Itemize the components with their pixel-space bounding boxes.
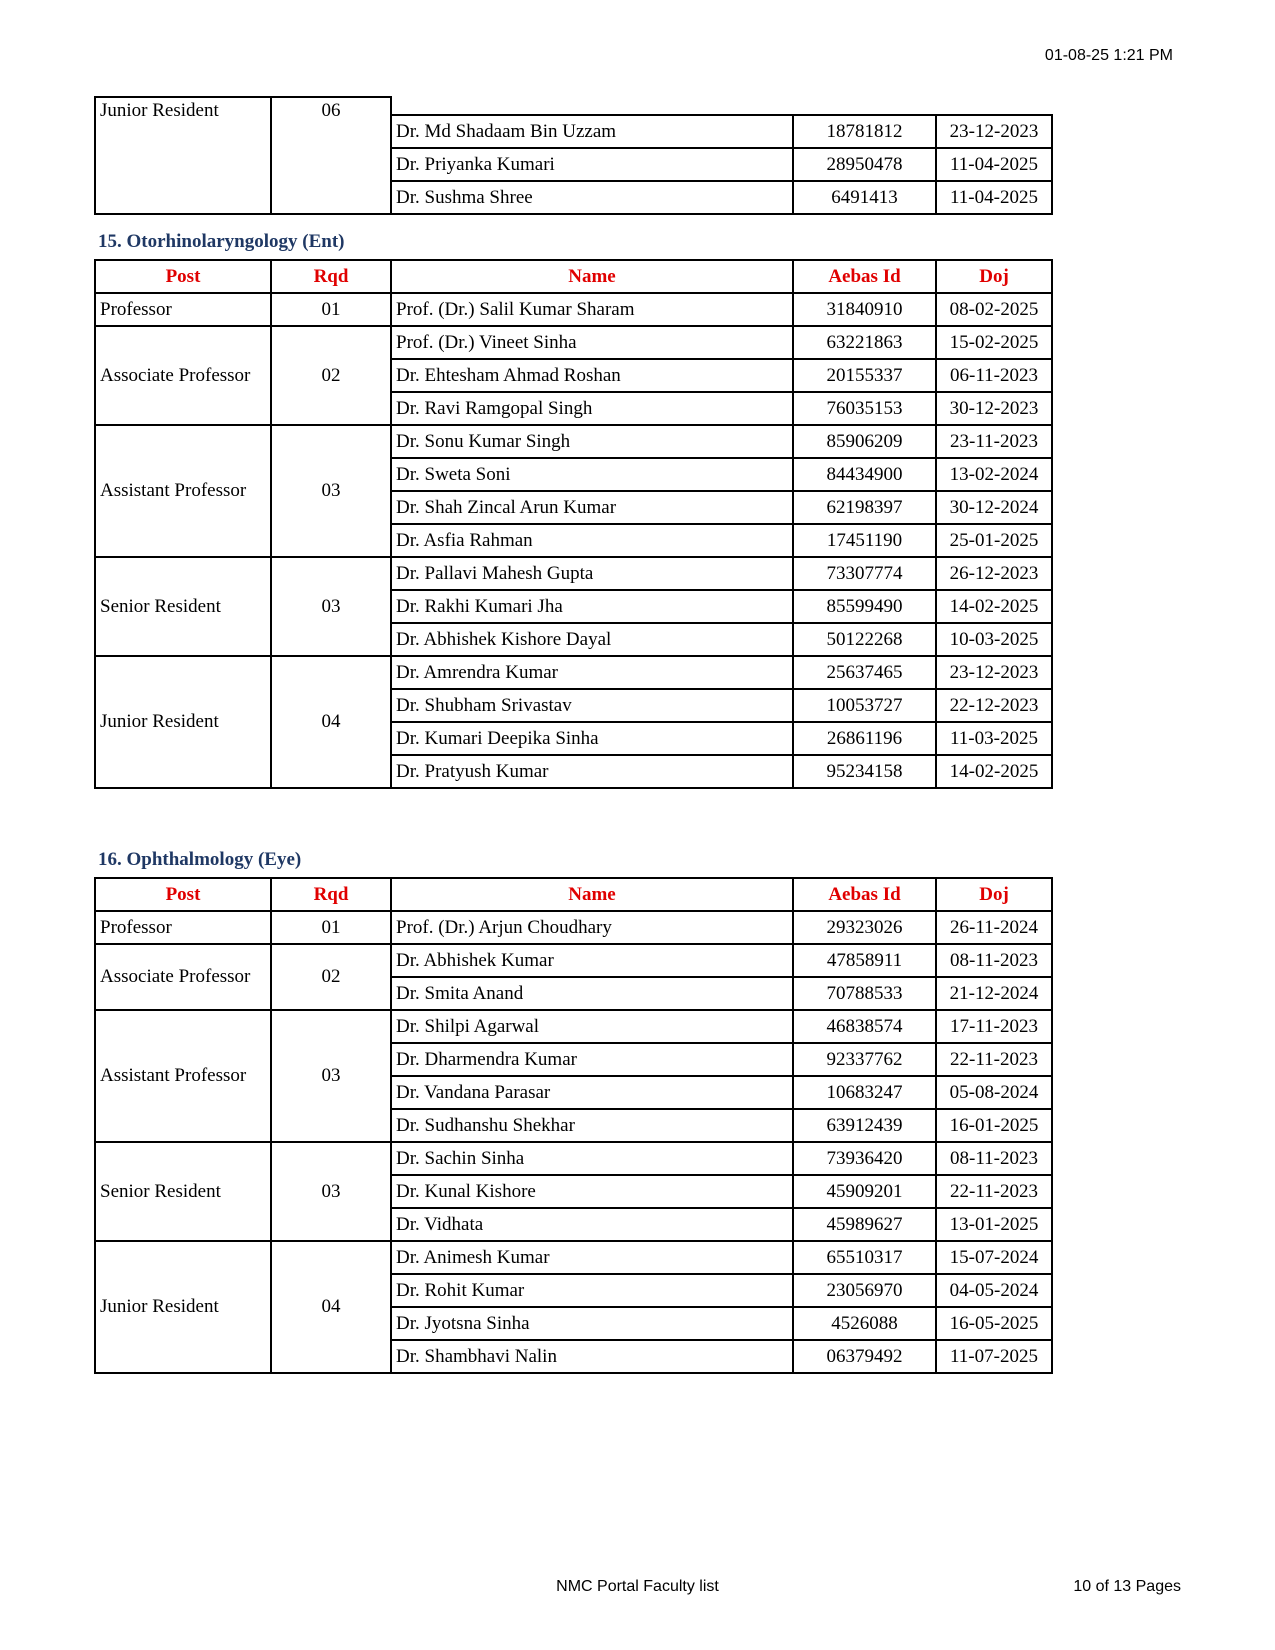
name-cell: Dr. Vidhata	[391, 1208, 793, 1241]
column-header-rqd: Rqd	[271, 260, 391, 293]
page-number: 10 of 13 Pages	[1073, 1578, 1181, 1595]
aebas-id-cell: 18781812	[793, 115, 936, 148]
post-cell: Associate Professor	[95, 944, 271, 1010]
post-cell: Junior Resident	[95, 97, 271, 214]
aebas-id-cell: 28950478	[793, 148, 936, 181]
aebas-id-cell: 84434900	[793, 458, 936, 491]
column-header-doj: Doj	[936, 878, 1052, 911]
aebas-id-cell: 25637465	[793, 656, 936, 689]
name-cell: Dr. Amrendra Kumar	[391, 656, 793, 689]
table-row	[95, 425, 1052, 458]
rqd-cell: 03	[271, 425, 391, 557]
table-row	[95, 326, 1052, 359]
rqd-cell: 02	[271, 944, 391, 1010]
aebas-id-cell: 06379492	[793, 1340, 936, 1373]
table-row	[95, 1241, 1052, 1274]
doj-cell: 25-01-2025	[936, 524, 1052, 557]
name-cell: Dr. Abhishek Kumar	[391, 944, 793, 977]
doj-cell: 22-11-2023	[936, 1175, 1052, 1208]
column-header-aebas: Aebas Id	[793, 260, 936, 293]
aebas-id-cell: 4526088	[793, 1307, 936, 1340]
aebas-id-cell: 63221863	[793, 326, 936, 359]
aebas-id-cell: 92337762	[793, 1043, 936, 1076]
aebas-id-cell: 17451190	[793, 524, 936, 557]
aebas-id-cell: 73936420	[793, 1142, 936, 1175]
faculty-table-continued	[94, 96, 1053, 215]
aebas-id-cell: 31840910	[793, 293, 936, 326]
doj-cell: 05-08-2024	[936, 1076, 1052, 1109]
name-cell: Dr. Sudhanshu Shekhar	[391, 1109, 793, 1142]
rqd-cell: 01	[271, 293, 391, 326]
doj-cell: 13-02-2024	[936, 458, 1052, 491]
doj-cell: 08-11-2023	[936, 1142, 1052, 1175]
doj-cell: 15-02-2025	[936, 326, 1052, 359]
name-cell: Dr. Sachin Sinha	[391, 1142, 793, 1175]
aebas-id-cell: 46838574	[793, 1010, 936, 1043]
name-cell: Dr. Vandana Parasar	[391, 1076, 793, 1109]
table-header-row	[95, 260, 1052, 293]
doj-cell: 26-11-2024	[936, 911, 1052, 944]
column-header-doj: Doj	[936, 260, 1052, 293]
doj-cell: 16-01-2025	[936, 1109, 1052, 1142]
name-cell: Dr. Rakhi Kumari Jha	[391, 590, 793, 623]
aebas-id-cell: 45989627	[793, 1208, 936, 1241]
post-cell: Assistant Professor	[95, 425, 271, 557]
name-cell: Dr. Animesh Kumar	[391, 1241, 793, 1274]
post-cell: Professor	[95, 911, 271, 944]
doj-cell: 16-05-2025	[936, 1307, 1052, 1340]
doj-cell: 11-03-2025	[936, 722, 1052, 755]
aebas-id-cell: 10053727	[793, 689, 936, 722]
rqd-cell: 06	[271, 97, 391, 214]
rqd-cell: 04	[271, 1241, 391, 1373]
name-cell: Dr. Dharmendra Kumar	[391, 1043, 793, 1076]
doj-cell: 15-07-2024	[936, 1241, 1052, 1274]
rqd-cell: 03	[271, 1010, 391, 1142]
aebas-id-cell: 6491413	[793, 181, 936, 214]
doj-cell: 23-12-2023	[936, 656, 1052, 689]
column-header-aebas: Aebas Id	[793, 878, 936, 911]
name-cell: Dr. Shambhavi Nalin	[391, 1340, 793, 1373]
doj-cell: 04-05-2024	[936, 1274, 1052, 1307]
doj-cell: 22-12-2023	[936, 689, 1052, 722]
name-cell: Dr. Kumari Deepika Sinha	[391, 722, 793, 755]
aebas-id-cell: 47858911	[793, 944, 936, 977]
column-header-post: Post	[95, 878, 271, 911]
doj-cell: 11-04-2025	[936, 148, 1052, 181]
doj-cell: 14-02-2025	[936, 590, 1052, 623]
aebas-id-cell: 85599490	[793, 590, 936, 623]
print-timestamp: 01-08-25 1:21 PM	[1044, 47, 1173, 64]
aebas-id-cell: 45909201	[793, 1175, 936, 1208]
doj-cell: 23-11-2023	[936, 425, 1052, 458]
doj-cell: 08-02-2025	[936, 293, 1052, 326]
name-cell: Dr. Rohit Kumar	[391, 1274, 793, 1307]
name-cell: Dr. Shah Zincal Arun Kumar	[391, 491, 793, 524]
aebas-id-cell: 85906209	[793, 425, 936, 458]
name-cell: Dr. Ehtesham Ahmad Roshan	[391, 359, 793, 392]
name-cell: Dr. Sonu Kumar Singh	[391, 425, 793, 458]
doj-cell: 30-12-2023	[936, 392, 1052, 425]
post-cell: Senior Resident	[95, 1142, 271, 1241]
previous-section-continuation	[94, 100, 1054, 225]
doj-cell: 23-12-2023	[936, 115, 1052, 148]
post-cell: Junior Resident	[95, 1241, 271, 1373]
aebas-id-cell: 26861196	[793, 722, 936, 755]
doj-cell: 11-04-2025	[936, 181, 1052, 214]
name-cell: Dr. Shubham Srivastav	[391, 689, 793, 722]
aebas-id-cell: 50122268	[793, 623, 936, 656]
section-title: 16. Ophthalmology (Eye)	[98, 849, 302, 870]
post-cell: Senior Resident	[95, 557, 271, 656]
post-cell: Associate Professor	[95, 326, 271, 425]
doj-cell: 21-12-2024	[936, 977, 1052, 1010]
doj-cell: 13-01-2025	[936, 1208, 1052, 1241]
doj-cell: 11-07-2025	[936, 1340, 1052, 1373]
aebas-id-cell: 62198397	[793, 491, 936, 524]
column-header-rqd: Rqd	[271, 878, 391, 911]
aebas-id-cell: 63912439	[793, 1109, 936, 1142]
table-row	[95, 656, 1052, 689]
name-cell: Dr. Ravi Ramgopal Singh	[391, 392, 793, 425]
table-row	[95, 97, 1052, 115]
continuation-filler	[391, 97, 1052, 115]
doj-cell: 30-12-2024	[936, 491, 1052, 524]
doj-cell: 26-12-2023	[936, 557, 1052, 590]
doj-cell: 22-11-2023	[936, 1043, 1052, 1076]
aebas-id-cell: 65510317	[793, 1241, 936, 1274]
name-cell: Dr. Sushma Shree	[391, 181, 793, 214]
post-cell: Junior Resident	[95, 656, 271, 788]
faculty-table-ent	[94, 259, 1053, 789]
rqd-cell: 04	[271, 656, 391, 788]
column-header-name: Name	[391, 878, 793, 911]
name-cell: Prof. (Dr.) Arjun Choudhary	[391, 911, 793, 944]
name-cell: Prof. (Dr.) Salil Kumar Sharam	[391, 293, 793, 326]
name-cell: Dr. Asfia Rahman	[391, 524, 793, 557]
name-cell: Dr. Abhishek Kishore Dayal	[391, 623, 793, 656]
column-header-name: Name	[391, 260, 793, 293]
name-cell: Dr. Pratyush Kumar	[391, 755, 793, 788]
rqd-cell: 02	[271, 326, 391, 425]
table-row	[95, 911, 1052, 944]
aebas-id-cell: 95234158	[793, 755, 936, 788]
name-cell: Dr. Sweta Soni	[391, 458, 793, 491]
aebas-id-cell: 76035153	[793, 392, 936, 425]
post-cell: Professor	[95, 293, 271, 326]
rqd-cell: 03	[271, 557, 391, 656]
post-cell: Assistant Professor	[95, 1010, 271, 1142]
name-cell: Dr. Kunal Kishore	[391, 1175, 793, 1208]
aebas-id-cell: 23056970	[793, 1274, 936, 1307]
aebas-id-cell: 73307774	[793, 557, 936, 590]
doj-cell: 06-11-2023	[936, 359, 1052, 392]
name-cell: Dr. Priyanka Kumari	[391, 148, 793, 181]
doj-cell: 08-11-2023	[936, 944, 1052, 977]
name-cell: Dr. Smita Anand	[391, 977, 793, 1010]
name-cell: Dr. Md Shadaam Bin Uzzam	[391, 115, 793, 148]
table-row	[95, 944, 1052, 977]
table-row	[95, 1010, 1052, 1043]
column-header-post: Post	[95, 260, 271, 293]
rqd-cell: 03	[271, 1142, 391, 1241]
faculty-table-eye	[94, 877, 1053, 1374]
footer-title: NMC Portal Faculty list	[556, 1578, 719, 1595]
rqd-cell: 01	[271, 911, 391, 944]
table-row	[95, 1142, 1052, 1175]
name-cell: Dr. Shilpi Agarwal	[391, 1010, 793, 1043]
aebas-id-cell: 10683247	[793, 1076, 936, 1109]
name-cell: Dr. Jyotsna Sinha	[391, 1307, 793, 1340]
doj-cell: 17-11-2023	[936, 1010, 1052, 1043]
table-header-row	[95, 878, 1052, 911]
aebas-id-cell: 70788533	[793, 977, 936, 1010]
aebas-id-cell: 20155337	[793, 359, 936, 392]
doj-cell: 10-03-2025	[936, 623, 1052, 656]
section-title: 15. Otorhinolaryngology (Ent)	[98, 231, 345, 252]
doj-cell: 14-02-2025	[936, 755, 1052, 788]
aebas-id-cell: 29323026	[793, 911, 936, 944]
table-row	[95, 557, 1052, 590]
name-cell: Prof. (Dr.) Vineet Sinha	[391, 326, 793, 359]
name-cell: Dr. Pallavi Mahesh Gupta	[391, 557, 793, 590]
table-row	[95, 293, 1052, 326]
